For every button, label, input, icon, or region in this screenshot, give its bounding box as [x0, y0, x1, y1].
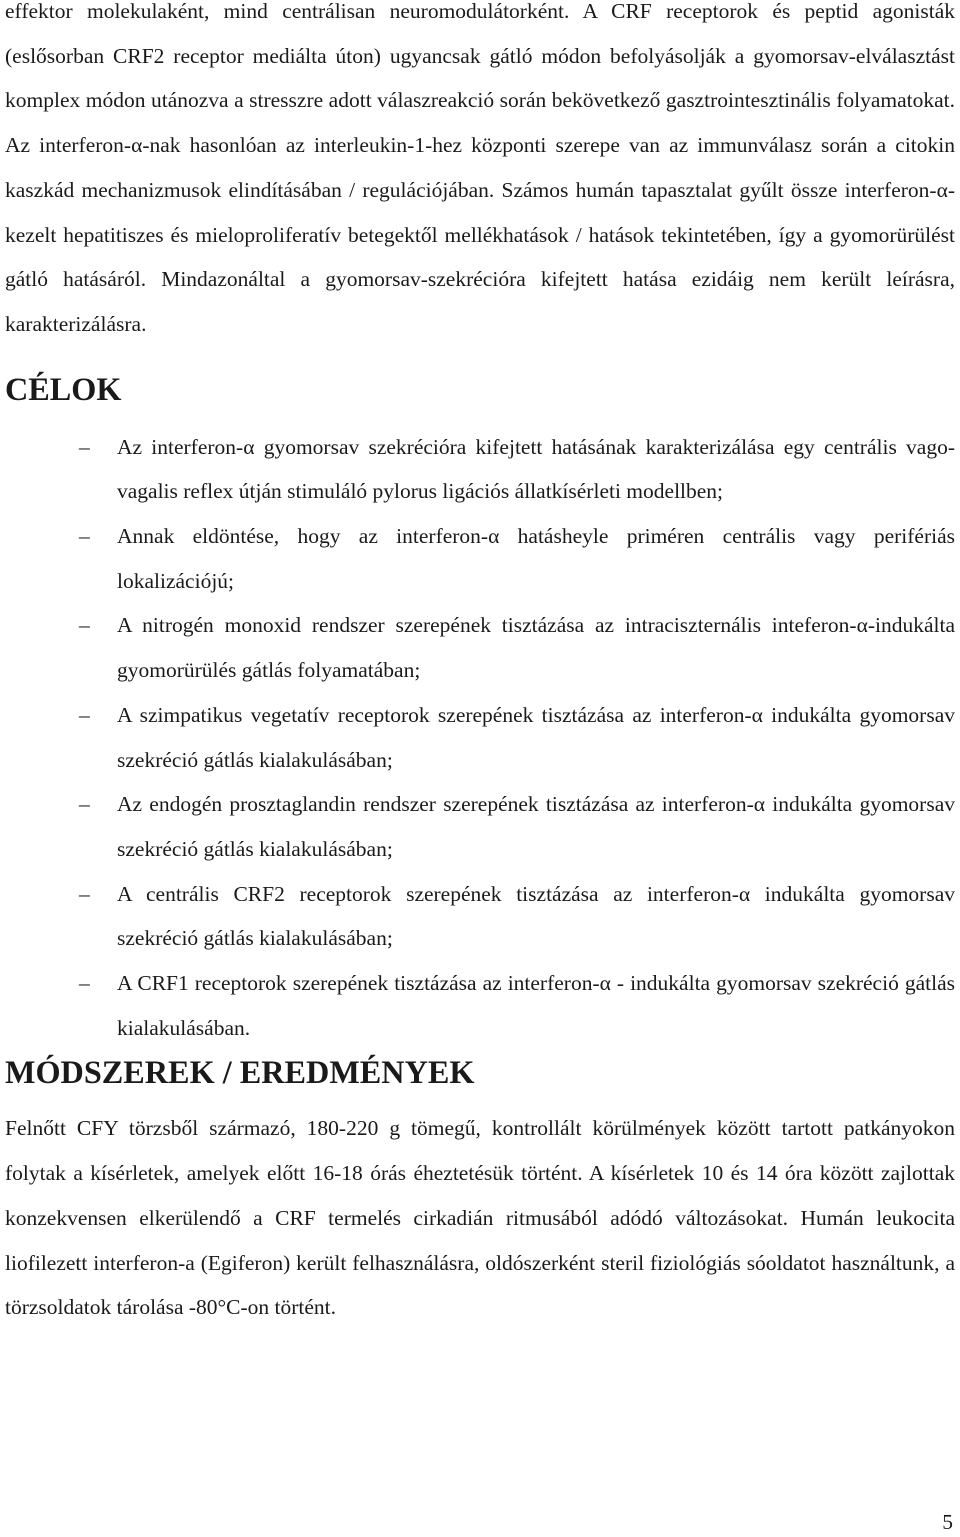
document-page [5, 0, 955, 1330]
bullet-dash: – [79, 524, 90, 549]
bullet-dash: – [79, 613, 90, 638]
celok-list-item [5, 603, 955, 692]
modszerek-heading: MÓDSZEREK / EREDMÉNYEK [5, 1054, 475, 1091]
celok-list-item [5, 872, 955, 961]
celok-item-text: Az endogén prosztaglandin rendszer szerepének tisztázása az interferon-α indukálta gyomorsav szekréció gátlás kialakulásában; [117, 792, 955, 861]
celok-list-item [5, 425, 955, 514]
bullet-dash: – [79, 792, 90, 817]
celok-list [5, 425, 955, 1051]
page-number: 5 [942, 1510, 953, 1534]
celok-list-item [5, 514, 955, 603]
celok-item-text: Annak eldöntése, hogy az interferon-α hatásheyle priméren centrális vagy perifériás lokalizációjú; [117, 524, 955, 593]
celok-item-text: A centrális CRF2 receptorok szerepének tisztázása az interferon-α indukálta gyomorsav szekréció gátlás kialakulásában; [117, 881, 955, 951]
bullet-dash: – [79, 702, 90, 727]
intro-paragraph: effektor molekulaként, mind centrálisan neuromodulátorként. A CRF receptorok és peptid agonisták (eslősorban CRF2 receptor mediálta úton) ugyancsak gátló módon befolyásolják a gyomorsav-elválasztást komplex módon utánozva a stresszre adott válaszreakció során bekövetkező gasztrointesztinális folyamatokat. Az interferon-α-nak hasonlóan az interleukin-1-hez központi szerepe van az immunválasz során a citokin kaszkád mechanizmusok elindításában / regulációjában. Számos humán tapasztalat gyűlt össze interferon-α-kezelt hepatitiszes és mieloproliferatív betegektől mellékhatások / hatások tekintetében, így a gyomorürülést gátló hatásáról. Mindazonáltal a gyomorsav-szekrécióra kifejtett hatása ezidáig nem került leírásra, karakterizálásra. [5, 0, 955, 336]
celok-list-item [5, 961, 955, 1050]
celok-list-item [5, 693, 955, 782]
celok-item-text: A nitrogén monoxid rendszer szerepének tisztázása az intraciszternális inteferon-α-indukálta gyomorürülés gátlás folyamatában; [117, 613, 955, 683]
bullet-dash: – [79, 881, 90, 906]
celok-heading: CÉLOK [5, 370, 122, 407]
celok-item-text: Az interferon-α gyomorsav szekrécióra kifejtett hatásának karakterizálása egy centrális vago-vagalis reflex útján stimuláló pylorus ligációs állatkísérleti modellben; [117, 434, 955, 504]
bullet-dash: – [79, 434, 90, 459]
bullet-dash: – [79, 971, 90, 996]
celok-item-text: A CRF1 receptorok szerepének tisztázása az interferon-α - indukálta gyomorsav szekréció gátlás kialakulásában. [117, 971, 955, 1040]
celok-item-text: A szimpatikus vegetatív receptorok szerepének tisztázása az interferon-α indukálta gyomorsav szekréció gátlás kialakulásában; [117, 702, 955, 772]
celok-list-item [5, 782, 955, 871]
methods-paragraph: Felnőtt CFY törzsből származó, 180-220 g tömegű, kontrollált körülmények között tartott patkányokon folytak a kísérletek, amelyek előtt 16-18 órás éheztetésük történt. A kísérletek 10 és 14 óra között zajlottak konzekvensen elkerülendő a CRF termelés cirkadián ritmusából adódó változásokat. Humán leukocita liofilezett interferon-a (Egiferon) került felhasználásra, oldószerként steril fiziológiás sóoldatot használtunk, a törzsoldatok tárolása -80°C-on történt. [5, 1116, 955, 1320]
